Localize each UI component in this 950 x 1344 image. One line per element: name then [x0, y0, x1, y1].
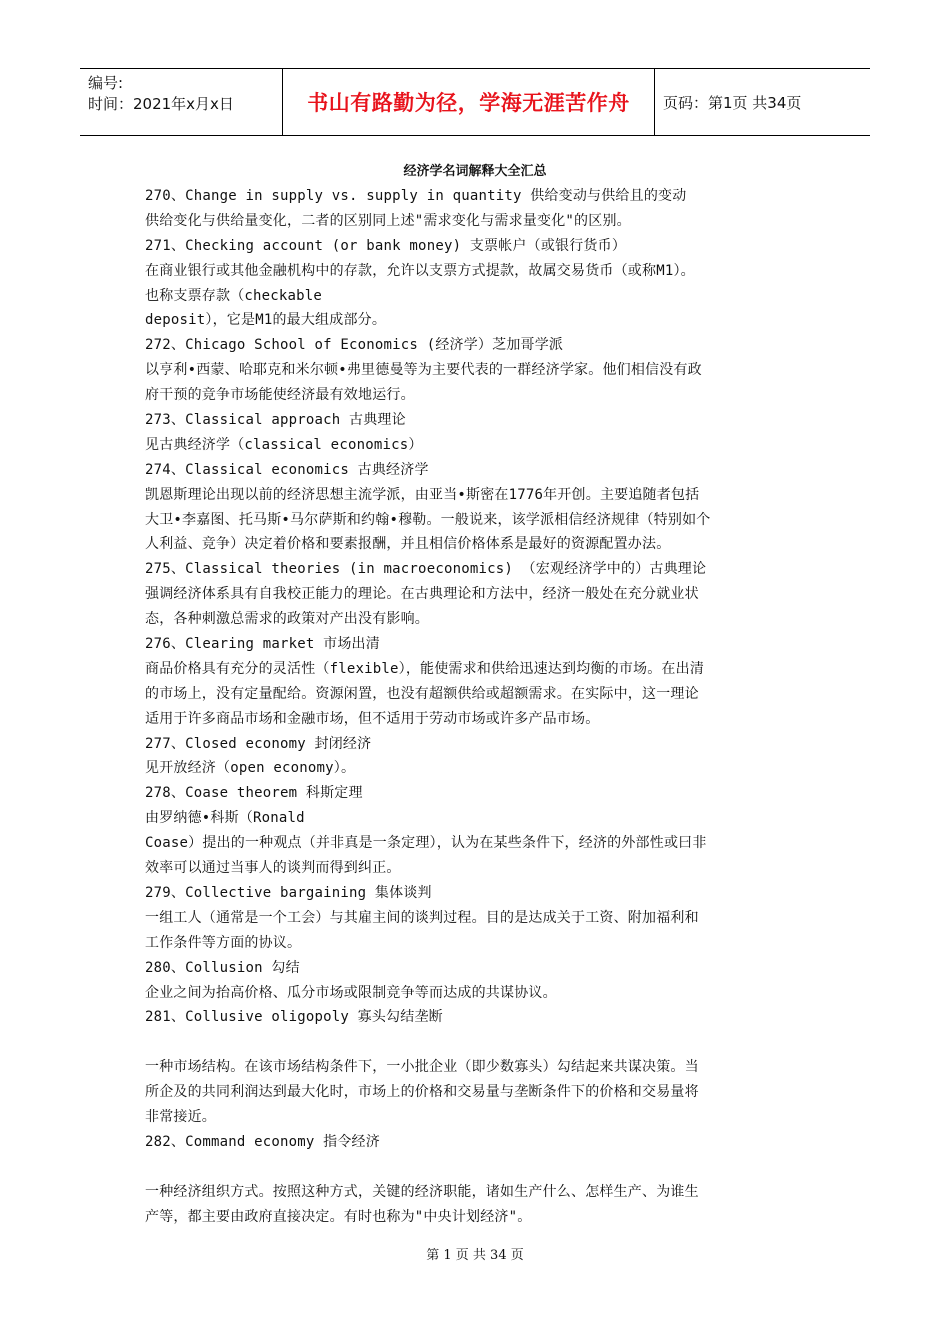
term-heading: 282、Command economy 指令经济 — [145, 1133, 380, 1150]
body-line: 人利益、竞争）决定着价格和要素报酬，并且相信价格体系是最好的资源配置办法。 — [145, 536, 671, 553]
body-line: 凯恩斯理论出现以前的经济思想主流学派，由亚当•斯密在1776年开创。主要追随者包括 — [145, 486, 700, 503]
body-line: 一种市场结构。在该市场结构条件下，一小批企业（即少数寡头）勾结起来共谋决策。当 — [145, 1059, 699, 1076]
term-heading: 279、Collective bargaining 集体谈判 — [145, 884, 432, 901]
document-title: 经济学名词解释大全汇总 — [403, 164, 547, 179]
body-line: 强调经济体系具有自我校正能力的理论。在古典理论和方法中，经济一般处在充分就业状 — [145, 586, 699, 603]
document-body — [145, 184, 810, 1229]
body-line: 一组工人（通常是一个工会）与其雇主间的谈判过程。目的是达成关于工资、附加福利和 — [145, 909, 699, 926]
body-line: 大卫•李嘉图、托马斯•马尔萨斯和约翰•穆勒。一般说来，该学派相信经济规律（特别如个 — [145, 511, 711, 528]
term-heading: 271、Checking account (or bank money) 支票帐户（或银行货币） — [145, 237, 627, 254]
body-line: 府干预的竞争市场能使经济最有效地运行。 — [145, 387, 415, 404]
body-line: Coase）提出的一种观点（并非真是一条定理），认为在某些条件下，经济的外部性或曰非 — [145, 835, 707, 852]
document-date-label: 时间：2021年x月x日 — [88, 95, 234, 113]
body-line: 非常接近。 — [145, 1108, 216, 1125]
body-line: 供给变化与供给量变化，二者的区别同上述"需求变化与需求量变化"的区别。 — [145, 212, 631, 229]
term-heading: 276、Clearing market 市场出清 — [145, 636, 380, 653]
body-line: 的市场上，没有定量配给。资源闲置，也没有超额供给或超额需求。在实际中，这一理论 — [145, 685, 699, 702]
term-heading: 275、Classical theories (in macroeconomics) （宏观经济学中的）古典理论 — [145, 561, 707, 578]
body-line: 态，各种刺激总需求的政策对产出没有影响。 — [145, 611, 429, 628]
body-line: 见古典经济学（classical economics） — [145, 436, 423, 453]
body-line: 商品价格具有充分的灵活性（flexible），能使需求和供给迅速达到均衡的市场。在出清 — [145, 660, 705, 677]
header-page-number: 页码：第1页 共34页 — [663, 93, 802, 112]
term-heading: 281、Collusive oligopoly 寡头勾结垄断 — [145, 1009, 443, 1026]
term-heading: 278、Coase theorem 科斯定理 — [145, 785, 363, 802]
body-line: 一种经济组织方式。按照这种方式，关键的经济职能，诸如生产什么、怎样生产、为谁生 — [145, 1183, 699, 1200]
body-line: 产等，都主要由政府直接决定。有时也称为"中央计划经济"。 — [145, 1208, 532, 1225]
body-line — [145, 1155, 810, 1180]
body-line: 以亨利•西蒙、哈耶克和米尔顿•弗里德曼等为主要代表的一群经济学家。他们相信没有政 — [145, 362, 702, 379]
body-line: 也称支票存款（checkable — [145, 287, 323, 304]
body-line: 见开放经济（open economy）。 — [145, 760, 356, 777]
page-header — [80, 68, 870, 136]
term-heading: 273、Classical approach 古典理论 — [145, 412, 406, 429]
term-heading: 270、Change in supply vs. supply in quantity 供给变动与供给且的变动 — [145, 188, 687, 204]
body-line: 效率可以通过当事人的谈判而得到纠正。 — [145, 860, 401, 877]
body-line: 工作条件等方面的协议。 — [145, 934, 302, 951]
term-heading: 277、Closed economy 封闭经济 — [145, 735, 372, 752]
header-motto: 书山有路勤为径，学海无涯苦作舟 — [307, 91, 630, 115]
term-heading: 280、Collusion 勾结 — [145, 959, 300, 976]
body-line: deposit），它是M1的最大组成部分。 — [145, 312, 387, 329]
header-page-cell — [655, 69, 870, 135]
body-line: 在商业银行或其他金融机构中的存款，允许以支票方式提款，故属交易货币（或称M1）。 — [145, 262, 695, 279]
header-meta — [80, 69, 282, 135]
term-heading: 274、Classical economics 古典经济学 — [145, 461, 429, 478]
term-heading: 272、Chicago School of Economics (经济学）芝加哥学派 — [145, 337, 564, 354]
body-line: 企业之间为抬高价格、瓜分市场或限制竞争等而达成的共谋协议。 — [145, 984, 557, 1001]
body-line: 由罗纳德•科斯（Ronald — [145, 810, 305, 827]
document-number-label: 编号: — [88, 74, 124, 92]
header-motto-cell — [282, 69, 655, 135]
body-line: 适用于许多商品市场和金融市场，但不适用于劳动市场或许多产品市场。 — [145, 710, 600, 727]
page-footer: 第 1 页 共 34 页 — [426, 1248, 524, 1263]
body-line — [145, 1030, 810, 1055]
body-line: 所企及的共同利润达到最大化时，市场上的价格和交易量与垄断条件下的价格和交易量将 — [145, 1084, 699, 1101]
